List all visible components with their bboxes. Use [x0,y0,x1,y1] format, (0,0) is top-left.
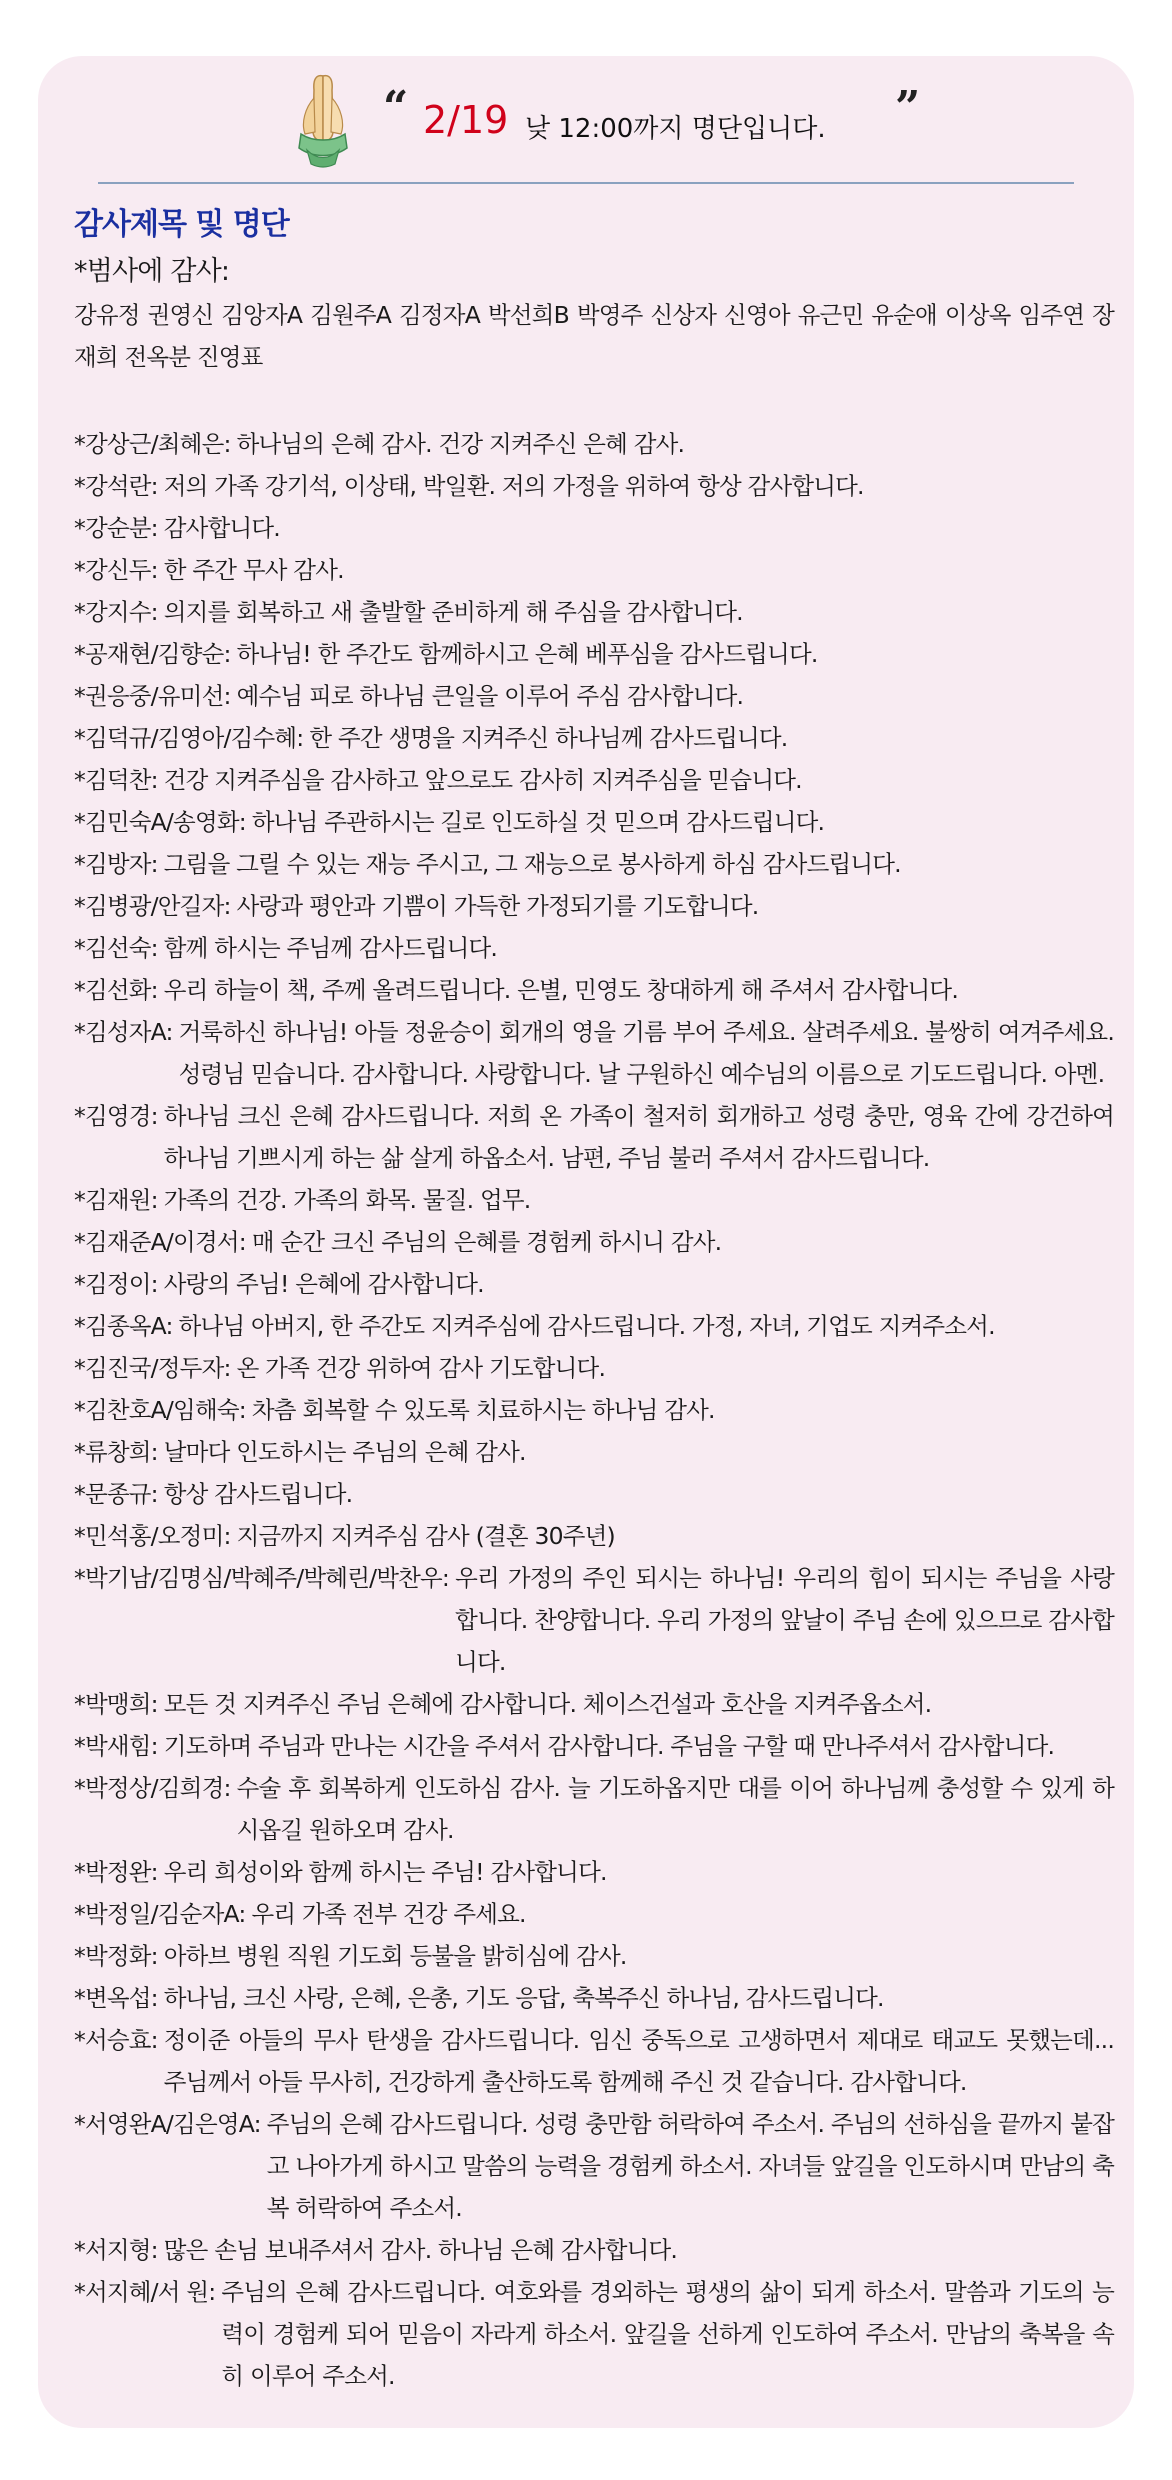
entry-name: *강순분: [74,514,158,542]
list-item [74,1431,1114,1473]
entry-name: *강석란: [74,472,158,500]
list-item [74,801,1114,843]
quote-close: ” [895,82,921,133]
entry-text: 주님의 은혜 감사드립니다. 성령 충만함 허락하여 주소서. 주님의 선하심을 끝까지 붙잡고 나아가게 하시고 말씀의 능력을 경험케 하소서. 자녀들 앞길을 인도하시며 만남의 축복 허락하여 주소서. [266,2110,1114,2222]
header [38,56,1134,176]
list-item [74,759,1114,801]
entry-text: 의지를 회복하고 새 출발할 준비하게 해 주심을 감사합니다. [163,598,743,626]
entry-text: 감사합니다. [163,514,280,542]
list-item [74,1011,1114,1095]
entry-text: 한 주간 생명을 지켜주신 하나님께 감사드립니다. [309,724,788,752]
entry-text: 매 순간 크신 주님의 은혜를 경험케 하시니 감사. [251,1228,722,1256]
entry-text: 온 가족 건강 위하여 감사 기도합니다. [236,1354,606,1382]
list-item [74,969,1114,1011]
entry-name: *김덕규/김영아/김수혜: [74,724,304,752]
entry-text: 가족의 건강. 가족의 화목. 물질. 업무. [163,1186,531,1214]
list-item [74,843,1114,885]
list-item [74,633,1114,675]
list-item [74,927,1114,969]
entry-text: 기도하며 주님과 만나는 시간을 주셔서 감사합니다. 주님을 구할 때 만나주셔서 감사합니다. [163,1732,1055,1760]
entry-text: 저의 가족 강기석, 이상태, 박일환. 저의 가정을 위하여 항상 감사합니다. [163,472,864,500]
header-date: 2/19 [423,98,509,142]
entry-text: 하나님의 은혜 감사. 건강 지켜주신 은혜 감사. [236,430,685,458]
list-item [74,2271,1114,2397]
section-title: 감사제목 및 명단 [74,207,289,242]
list-item [74,1977,1114,2019]
entry-text: 하나님 주관하시는 길로 인도하실 것 믿으며 감사드립니다. [251,808,825,836]
entry-text: 거룩하신 하나님! 아들 정윤승이 회개의 영을 기름 부어 주세요. 살려주세요. 불쌍히 여겨주세요. 성령님 믿습니다. 감사합니다. 사랑합니다. 날 구원하신 예수님의 이름으로 기도드립니다. 아멘. [178,1018,1114,1088]
entry-name: *박정완: [74,1858,158,1886]
entry-name: *김영경: [74,1102,158,1130]
entry-text: 우리 가정의 주인 되시는 하나님! 우리의 힘이 되시는 주님을 사랑합니다. 찬양합니다. 우리 가정의 앞날이 주님 손에 있으므로 감사합니다. [455,1564,1114,1676]
entry-text: 사랑과 평안과 기쁨이 가득한 가정되기를 기도합니다. [236,892,759,920]
entry-name: *서승효: [74,2026,158,2054]
list-item [74,507,1114,549]
entry-name: *서지형: [74,2236,158,2264]
list-item [74,1095,1114,1179]
list-item [74,1179,1114,1221]
list-item [74,717,1114,759]
entry-text: 아하브 병원 직원 기도회 등불을 밝히심에 감사. [163,1942,627,1970]
list-item [74,549,1114,591]
header-divider [98,182,1074,184]
entry-name: *박기남/김명심/박혜주/박혜린/박찬우: [74,1564,450,1592]
list-item [74,1347,1114,1389]
praying-hands-icon [283,68,363,168]
entry-name: *문종규: [74,1480,158,1508]
entry-text: 지금까지 지켜주심 감사 (결혼 30주년) [236,1522,615,1550]
entry-name: *김찬호A/임해숙: [74,1396,246,1424]
list-item [74,1515,1114,1557]
entry-text: 날마다 인도하시는 주님의 은혜 감사. [163,1438,526,1466]
list-item [74,1935,1114,1977]
entry-name: *민석홍/오정미: [74,1522,231,1550]
entry-text: 주님의 은혜 감사드립니다. 여호와를 경외하는 평생의 삶이 되게 하소서. 말씀과 기도의 능력이 경험케 되어 믿음이 자라게 하소서. 앞길을 선하게 인도하여 주소서. 만남의 축복을 속히 이루어 주소서. [221,2278,1114,2390]
entry-text: 건강 지켜주심을 감사하고 앞으로도 감사히 지켜주심을 믿습니다. [163,766,802,794]
prayer-list-card [38,56,1134,2428]
list-item [74,1557,1114,1683]
entry-name: *서영완A/김은영A: [74,2110,261,2138]
entries-list [74,423,1114,2397]
entry-text: 하나님! 한 주간도 함께하시고 은혜 베푸심을 감사드립니다. [236,640,818,668]
entry-text: 그림을 그릴 수 있는 재능 주시고, 그 재능으로 봉사하게 하심 감사드립니다. [163,850,901,878]
entry-name: *박맹희: [74,1690,158,1718]
entry-text: 사랑의 주님! 은혜에 감사합니다. [163,1270,484,1298]
entry-name: *김성자A: [74,1018,173,1046]
entry-text: 수술 후 회복하게 인도하심 감사. 늘 기도하옵지만 대를 이어 하나님께 충성할 수 있게 하시옵길 원하오며 감사. [236,1774,1114,1844]
entry-name: *김종옥A: [74,1312,173,1340]
entry-name: *김선화: [74,976,158,1004]
content [74,196,1114,2397]
entry-name: *박정화: [74,1942,158,1970]
entry-name: *박새힘: [74,1732,158,1760]
list-item [74,1851,1114,1893]
spacer [74,378,1114,423]
list-item [74,885,1114,927]
entry-name: *김선숙: [74,934,158,962]
entry-name: *김병광/안길자: [74,892,231,920]
list-item [74,1473,1114,1515]
entry-name: *공재현/김향순: [74,640,231,668]
entry-name: *변옥섭: [74,1984,158,2012]
entry-text: 하나님 아버지, 한 주간도 지켜주심에 감사드립니다. 가정, 자녀, 기업도 지켜주소서. [178,1312,995,1340]
list-item [74,2229,1114,2271]
entry-name: *강상근/최혜은: [74,430,231,458]
list-item [74,1305,1114,1347]
entry-text: 하나님 크신 은혜 감사드립니다. 저희 온 가족이 철저히 회개하고 성령 충만, 영육 간에 강건하여 하나님 기쁘시게 하는 삶 살게 하옵소서. 남편, 주님 불러 주셔서 감사드립니다. [163,1102,1114,1172]
entry-text: 많은 손님 보내주셔서 감사. 하나님 은혜 감사합니다. [163,2236,678,2264]
list-item [74,1893,1114,1935]
list-item [74,465,1114,507]
entry-name: *류창희: [74,1438,158,1466]
entry-text: 우리 가족 전부 건강 주세요. [251,1900,526,1928]
list-item [74,2103,1114,2229]
entry-text: 한 주간 무사 감사. [163,556,344,584]
list-item [74,675,1114,717]
list-item [74,1221,1114,1263]
entry-name: *김덕찬: [74,766,158,794]
list-item [74,1767,1114,1851]
entry-name: *김방자: [74,850,158,878]
entry-text: 차츰 회복할 수 있도록 치료하시는 하나님 감사. [251,1396,715,1424]
entry-text: 우리 하늘이 책, 주께 올려드립니다. 은별, 민영도 창대하게 해 주셔서 감사합니다. [163,976,958,1004]
entry-name: *김정이: [74,1270,158,1298]
list-item [74,1683,1114,1725]
list-item [74,1389,1114,1431]
entry-name: *김진국/정두자: [74,1354,231,1382]
entry-text: 우리 희성이와 함께 하시는 주님! 감사합니다. [163,1858,607,1886]
list-item [74,423,1114,465]
names-list: 강유정 권영신 김앙자A 김원주A 김정자A 박선희B 박영주 신상자 신영아 유근민 유순애 이상옥 임주연 장재희 전옥분 진영표 [74,301,1114,371]
entry-name: *김민숙A/송영화: [74,808,246,836]
entry-name: *박정상/김희경: [74,1774,231,1802]
list-item [74,591,1114,633]
quote-open: “ [383,82,409,133]
entry-text: 하나님, 크신 사랑, 은혜, 은총, 기도 응답, 축복주신 하나님, 감사드립니다. [163,1984,884,2012]
list-item [74,1725,1114,1767]
entry-name: *권응중/유미선: [74,682,231,710]
entry-name: *김재준A/이경서: [74,1228,246,1256]
entry-name: *강신두: [74,556,158,584]
entry-text: 모든 것 지켜주신 주님 은혜에 감사합니다. 체이스건설과 호산을 지켜주옵소서. [163,1690,932,1718]
entry-text: 정이준 아들의 무사 탄생을 감사드립니다. 임신 중독으로 고생하면서 제대로 태교도 못했는데... 주님께서 아들 무사히, 건강하게 출산하도록 함께해 주신 것 같습니다. 감사합니다. [163,2026,1114,2096]
entry-name: *강지수: [74,598,158,626]
list-item [74,1263,1114,1305]
entry-name: *박정일/김순자A: [74,1900,246,1928]
entry-name: *서지혜/서 원: [74,2278,216,2306]
header-text: 낮 12:00까지 명단입니다. [525,114,826,144]
list-item [74,2019,1114,2103]
entry-text: 함께 하시는 주님께 감사드립니다. [163,934,498,962]
entry-name: *김재원: [74,1186,158,1214]
subtitle: *범사에 감사: [74,256,230,287]
entry-text: 예수님 피로 하나님 큰일을 이루어 주심 감사합니다. [236,682,744,710]
entry-text: 항상 감사드립니다. [163,1480,353,1508]
